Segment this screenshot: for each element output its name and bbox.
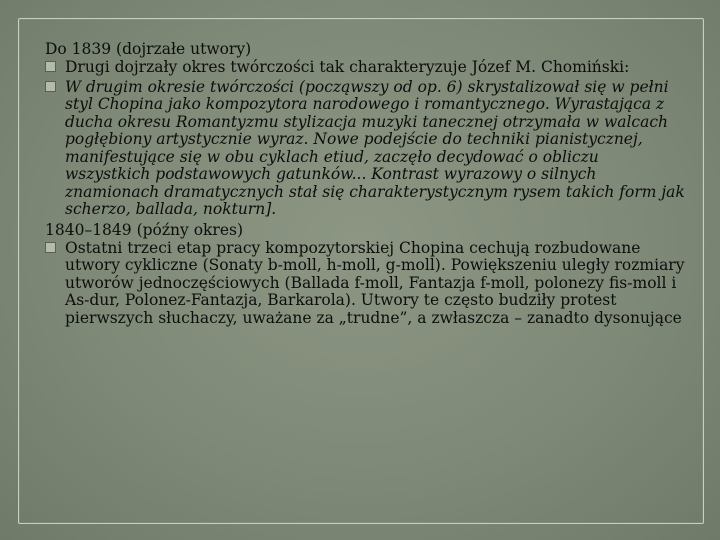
bullet-text: W drugim okresie twórczości (począwszy od op. 6) skrystalizował się w pełni styl Chopina jako kompozytora narodowego i romantycznego. Wyrastająca z ducha okresu Romantyzmu stylizacja muzyki tanecznej otrzymała w walcach pogłębiony artystycznie wyraz. Nowe podejście do techniki pianistycznej, manifestujące się w obu cyklach etiud, zaczęło decydować o obliczu wszystkich podstawowych gatunków... Kontrast wyrazowy o silnych znamionach dramatycznych stał się charakterystycznym rysem takich form jak scherzo, ballada, nokturn]. [65,77,685,218]
bullet-icon [45,242,56,253]
bullet-text: Drugi dojrzały okres twórczości tak charakteryzuje Józef M. Chomiński: [65,58,630,76]
bullet-icon [45,61,56,72]
bullet-item-quote [45,79,685,219]
slide-content [45,40,685,327]
section-heading-early: Do 1839 (dojrzałe utwory) [45,40,252,58]
bullet-item [45,240,685,328]
section-heading-late: 1840–1849 (późny okres) [45,220,244,239]
bullet-icon [45,81,56,92]
bullet-item [45,59,685,77]
bullet-text: Ostatni trzeci etap pracy kompozytorskiej Chopina cechują rozbudowane utwory cykliczne (Sonaty b-moll, h-moll, g-moll). Powiększeniu uległy rozmiary utworów jednoczęściowych (Ballada f-moll, Fantazja f-moll, polonezy fis-moll i As-dur, Polonez-Fantazja, Barkarola). Utwory te często budziły protest pierwszych słuchaczy, uważane za „trudne”, a zwłaszcza – zanadto dysonujące [65,238,685,327]
